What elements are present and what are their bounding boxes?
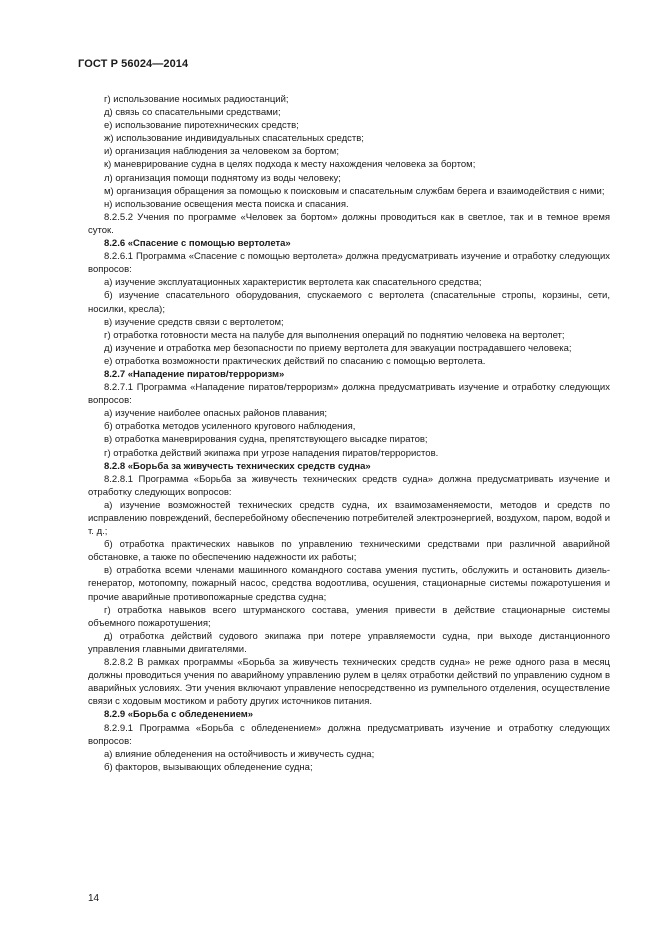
section-heading: 8.2.6 «Спасение с помощью вертолета»	[104, 238, 291, 250]
paragraph: к) маневрирование судна в целях подхода к месту нахождения человека за бортом;	[104, 159, 476, 171]
paragraph: в) изучение средств связи с вертолетом;	[104, 316, 284, 328]
section-heading: 8.2.8 «Борьба за живучесть технических средств судна»	[104, 460, 371, 472]
paragraph: 8.2.5.2 Учения по программе «Человек за бортом» должны проводиться как в светлое, так и в темное время суток.	[88, 211, 610, 236]
paragraph: е) отработка возможности практических действий по спасанию с помощью вертолета.	[104, 355, 486, 367]
paragraph: д) связь со спасательными средствами;	[104, 107, 281, 119]
paragraph: 8.2.8.1 Программа «Борьба за живучесть технических средств судна» должна предусматривать изучение и отработку следующих вопросов:	[88, 473, 610, 498]
paragraph: г) использование носимых радиостанций;	[104, 94, 289, 105]
paragraph: л) организация помощи поднятому из воды человеку;	[104, 172, 341, 184]
paragraph: г) отработка навыков всего штурманского состава, умения привести в действие стационарные системы объемного пожаротушения;	[88, 604, 610, 629]
paragraph: 8.2.7.1 Программа «Нападение пиратов/терроризм» должна предусматривать изучение и отработку следующих вопросов:	[88, 382, 610, 407]
paragraph: г) отработка действий экипажа при угрозе нападения пиратов/террористов.	[104, 447, 439, 459]
paragraph: 8.2.9.1 Программа «Борьба с обледенением» должна предусматривать изучение и отработку следующих вопросов:	[88, 722, 610, 747]
paragraph: и) организация наблюдения за человеком за бортом;	[104, 146, 339, 158]
paragraph: а) изучение эксплуатационных характеристик вертолета как спасательного средства;	[104, 277, 482, 289]
page-number: 14	[88, 893, 100, 904]
paragraph: 8.2.6.1 Программа «Спасение с помощью вертолета» должна предусматривать изучение и отработку следующих вопросов:	[88, 251, 610, 276]
document-header: ГОСТ Р 56024—2014	[78, 58, 189, 70]
document-body	[88, 93, 610, 774]
paragraph: е) использование пиротехнических средств;	[104, 120, 299, 132]
paragraph: б) отработка методов усиленного кругового наблюдения,	[104, 421, 356, 433]
paragraph: д) изучение и отработка мер безопасности по приему вертолета для эвакуации пострадавшего человека;	[104, 342, 572, 354]
paragraph: б) отработка практических навыков по управлению техническими средствами при различной аварийной обстановке, а также по обеспечению надежности их работы;	[88, 539, 610, 564]
paragraph: а) изучение наиболее опасных районов плавания;	[104, 408, 328, 420]
paragraph: г) отработка готовности места на палубе для выполнения операций по поднятию человека на вертолет;	[104, 329, 565, 341]
paragraph: д) отработка действий судового экипажа при потере управляемости судна, при выходе дистанционного управления главными двигателями.	[88, 630, 610, 655]
paragraph: н) использование освещения места поиска и спасания.	[104, 198, 349, 210]
paragraph: в) отработка маневрирования судна, препятствующего высадке пиратов;	[104, 434, 428, 446]
paragraph: ж) использование индивидуальных спасательных средств;	[104, 133, 364, 145]
paragraph: м) организация обращения за помощью к поисковым и спасательным службам берега и взаимодействия с ними;	[104, 185, 605, 197]
paragraph: б) факторов, вызывающих обледенение судна;	[104, 761, 313, 773]
paragraph: а) влияние обледенения на остойчивость и живучесть судна;	[104, 748, 375, 760]
paragraph: а) изучение возможностей технических средств судна, их взаимозаменяемости, методов и средств по исправлению повреждений, бесперебойному обеспечению потребителей электроэнергией, воздухом, паром, водой и т. д.;	[88, 499, 610, 538]
paragraph: 8.2.8.2 В рамках программы «Борьба за живучесть технических средств судна» не реже одного раза в месяц должны проводиться учения по аварийному управлению рулем в целях отработки действий по управлению судном в аварийных условиях. Эти учения включают управление непосредственно из румпельного отделения, осуществление связи с ходовым мостиком и работу других источников питания.	[88, 657, 610, 708]
paragraph: в) отработка всеми членами машинного командного состава умения пустить, обслужить и остановить дизель-генератор, мотопомпу, пожарный насос, средства водоотлива, осушения, стационарные системы пожаротушения и прочие аварийные противопожарные средства судна;	[88, 565, 610, 603]
section-heading: 8.2.7 «Нападение пиратов/терроризм»	[104, 368, 285, 380]
section-heading: 8.2.9 «Борьба с обледенением»	[104, 709, 254, 721]
paragraph: б) изучение спасательного оборудования, спускаемого с вертолета (спасательные стропы, корзины, сети, носилки, кресла);	[88, 290, 610, 315]
